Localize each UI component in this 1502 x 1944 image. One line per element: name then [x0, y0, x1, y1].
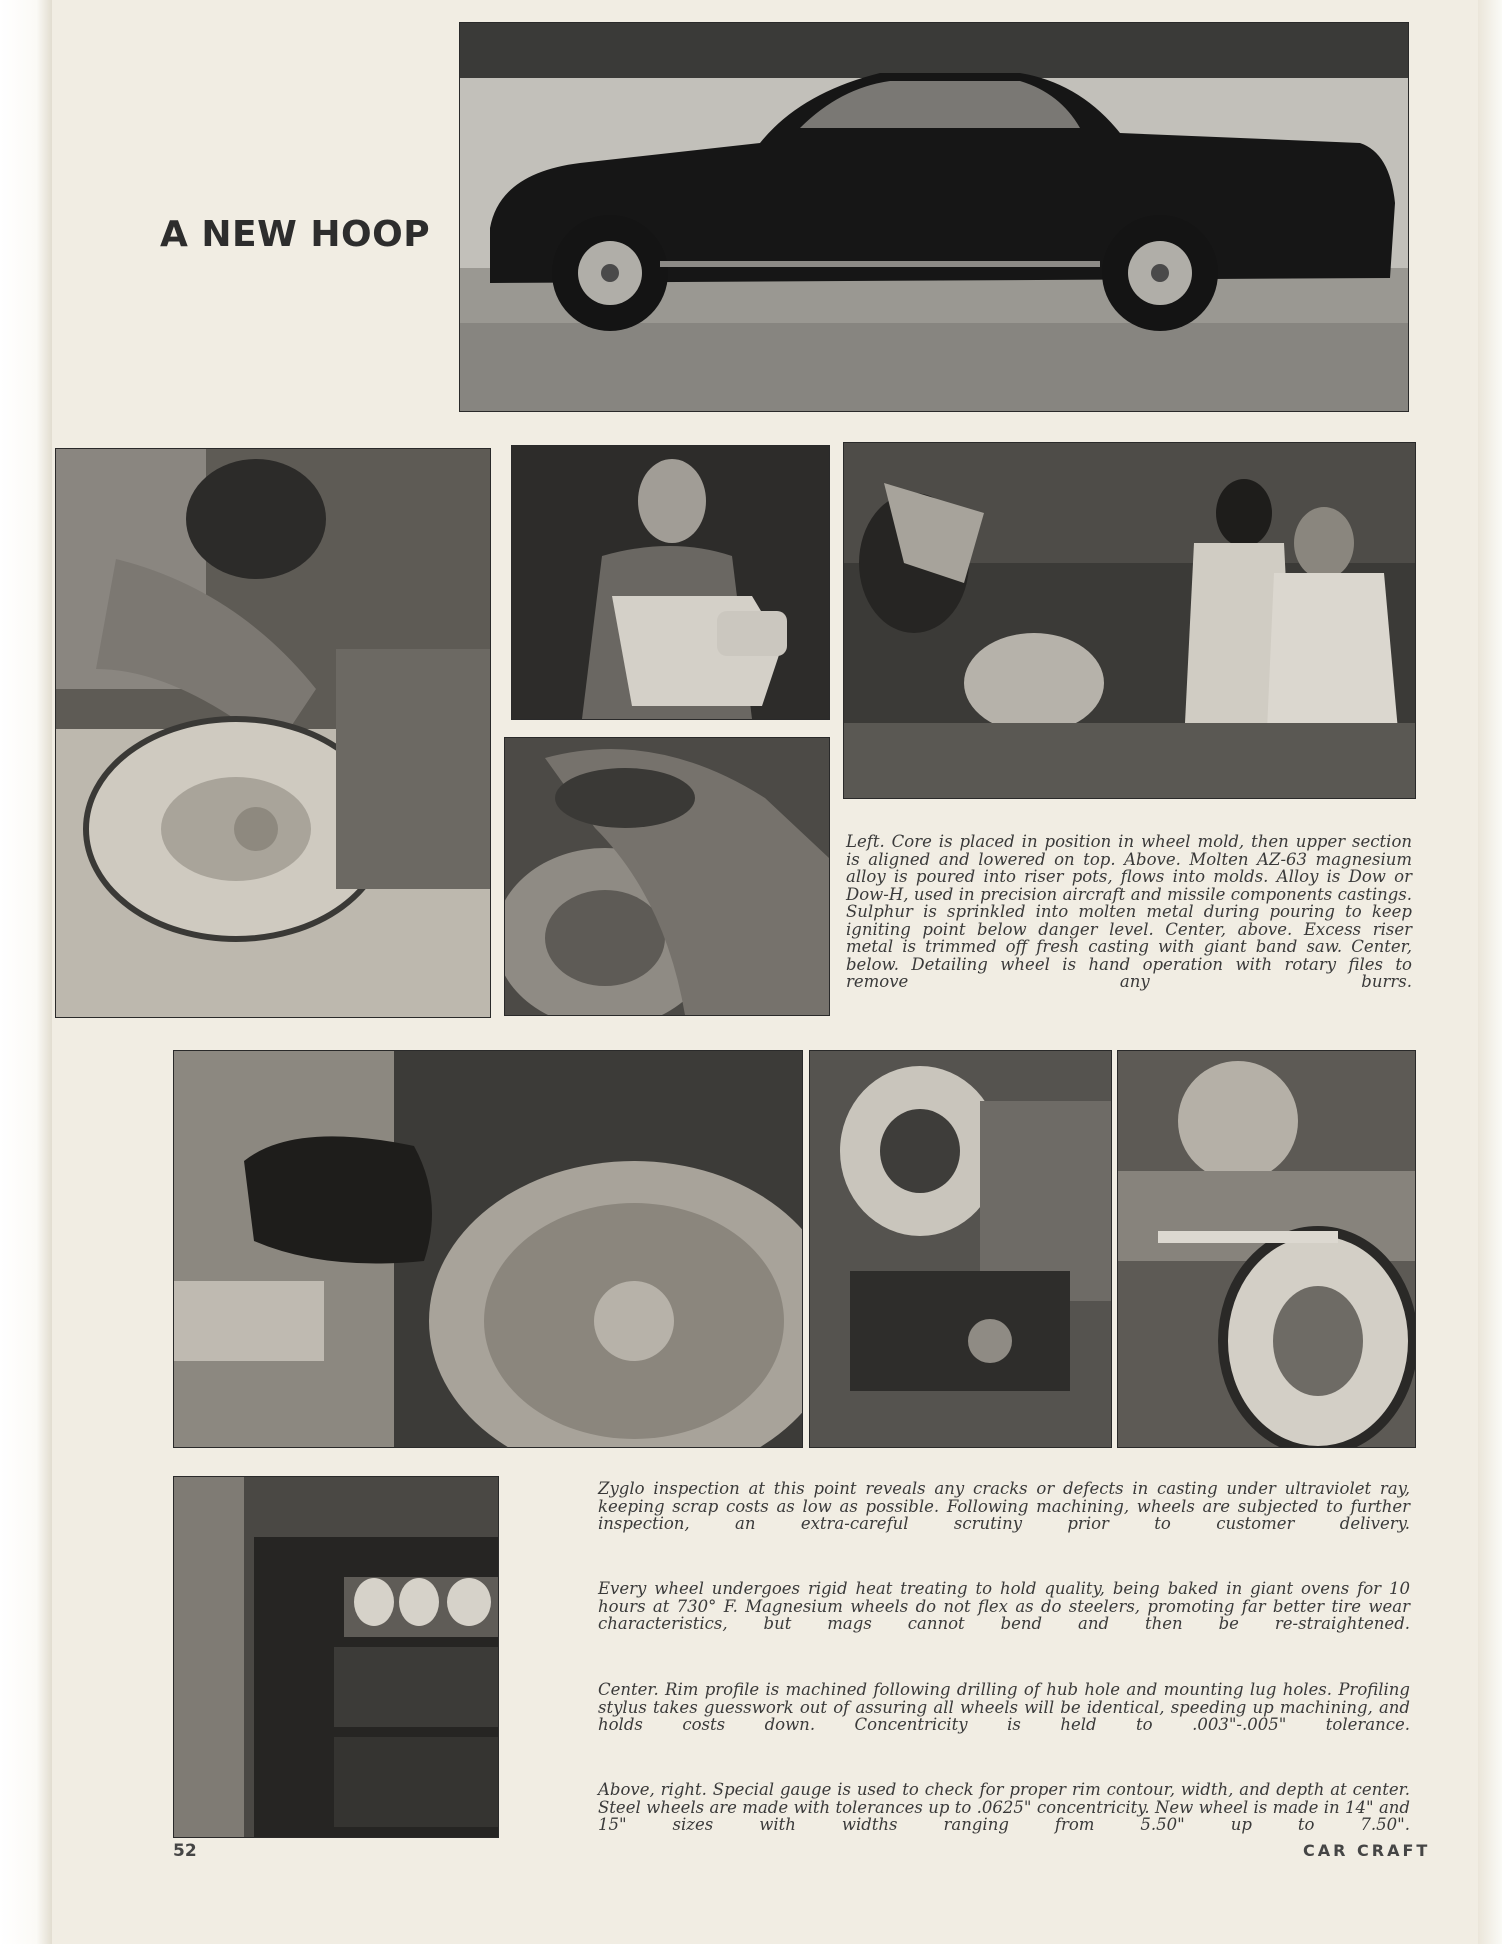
- caption-rim-profile: Center. Rim profile is machined following drilling of hub hole and mounting lug holes. Profiling stylus takes guesswork out of assuring all wheels will be identical, speeding up machining, and holds costs down. Concentricity is held to .003"-.005" tolerance.: [598, 1680, 1410, 1734]
- caption-heat-treating: Every wheel undergoes rigid heat treating to hold quality, being baked in giant ovens for 10 hours at 730° F. Magnesium wheels do not flex as do steelers, promoting far better tire wear characteristics, but mags cannot bend and then be re-straightened.: [598, 1579, 1410, 1633]
- caption-zyglo: Zyglo inspection at this point reveals any cracks or defects in casting under ultraviolet ray, keeping scrap costs as low as possible. Following machining, wheels are subjected to further inspection, an extra-careful scrutiny prior to customer delivery.: [598, 1479, 1410, 1533]
- photo-core-placed-in-mold: [55, 448, 491, 1018]
- article-headline: A NEW HOOP: [160, 214, 431, 255]
- caption-special-gauge: Above, right. Special gauge is used to check for proper rim contour, width, and depth at center. Steel wheels are made with tolerances up to .0625" concentricity. New wheel is made in 14" and 15" sizes with widths ranging from 5.50" up to 7.50".: [598, 1780, 1410, 1834]
- photo-zyglo-inspection: [173, 1050, 803, 1448]
- page-right-edge: [1478, 0, 1502, 1944]
- magazine-name: CAR CRAFT: [1303, 1841, 1431, 1860]
- photo-riser-trimmed-casting: [511, 445, 830, 720]
- photo-rim-profile-machining: [809, 1050, 1112, 1448]
- photo-ranchero-car: [459, 22, 1409, 412]
- photo-heat-treat-oven: [173, 1476, 499, 1838]
- caption-foundry: Left. Core is placed in position in wheel mold, then upper section is aligned and lowered on top. Above. Molten AZ-63 magnesium alloy is poured into riser pots, flows into molds. Alloy is Dow or Dow-H, used in precision aircraft and missile components castings. Sulphur is sprinkled into molten metal during pouring to keep igniting point below danger level. Center, above. Excess riser metal is trimmed off fresh casting with giant band saw. Center, below. Detailing wheel is hand operation with rotary files to remove any burrs.: [846, 832, 1412, 991]
- photo-special-gauge-check: [1117, 1050, 1416, 1448]
- page-binding-edge: [0, 0, 52, 1944]
- photo-pouring-molten-magnesium: [843, 442, 1416, 799]
- photo-detailing-rotary-files: [504, 737, 830, 1016]
- page-number: 52: [173, 1841, 197, 1861]
